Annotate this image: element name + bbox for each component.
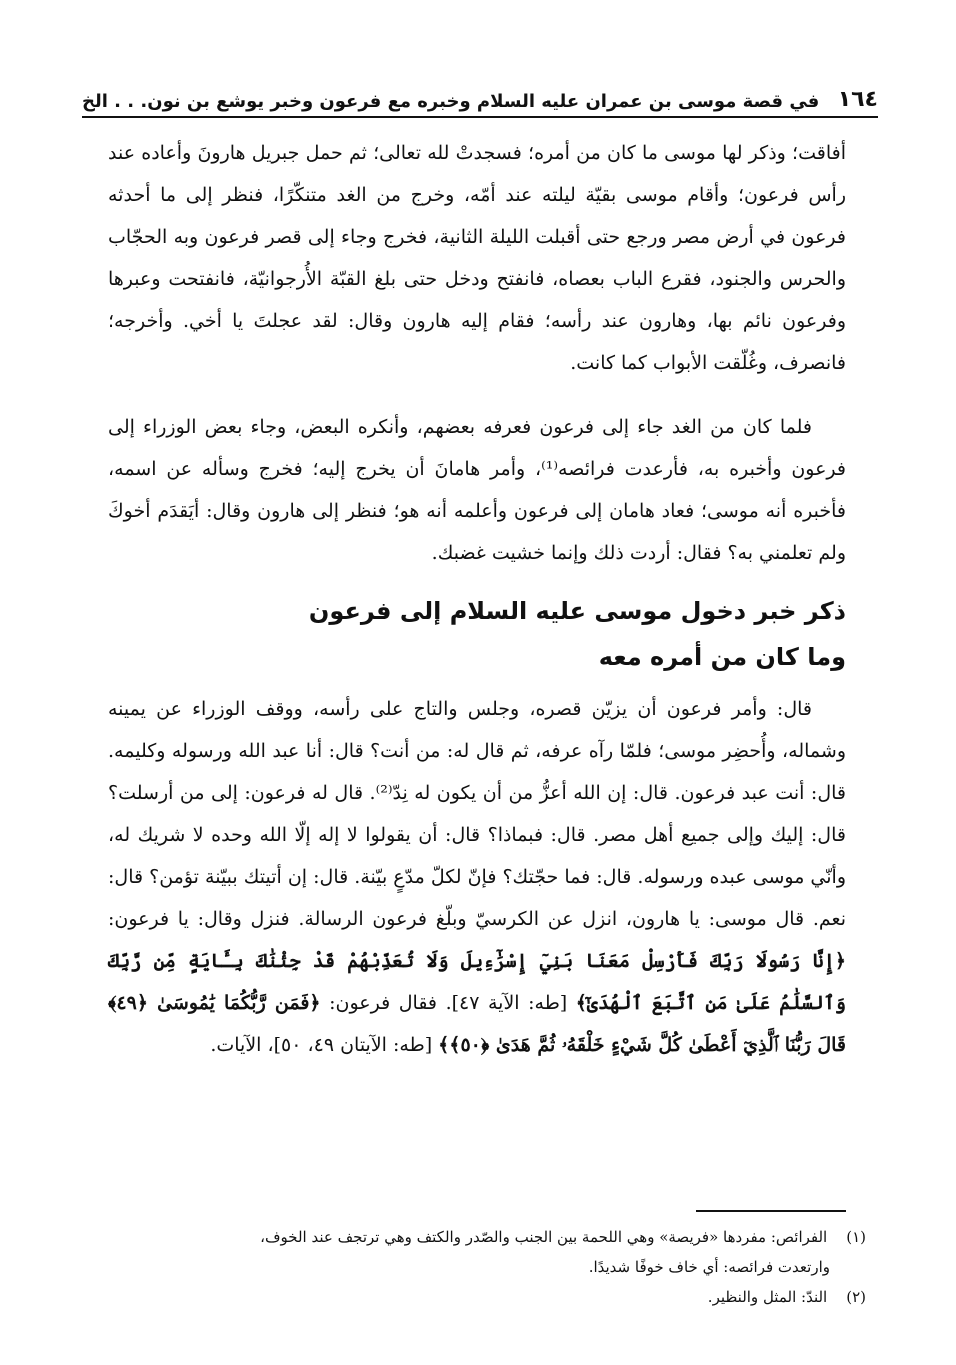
footnote-2-number: (٢) — [846, 1288, 866, 1306]
footnote-1-continuation: وارتعدت فرائصه: أي خاف خوفًا شديدًا. — [588, 1258, 830, 1276]
page-header — [82, 78, 878, 118]
section-heading — [108, 588, 846, 680]
paragraph-gap — [108, 384, 846, 406]
paragraph-3-text-b: فقال فرعون: — [329, 992, 438, 1014]
footnote-2-text: الندّ: المثل والنظير. — [707, 1288, 828, 1306]
paragraph-2: فلما كان من الغد جاء إلى فرعون فعرفه بعضهم، وأنكره البعض، وجاء بعض الوزراء إلى فرعون وأخبره به، فأرعدت فرائصه⁽¹⁾، وأمر هامانَ أن يخرج إليه؛ فخرج وسأله عن اسمه، فأخبره أنه موسى؛ فعاد هامان إلى فرعون وأعلمه أنه هو؛ فنظر إلى هارون وقال: أيَقدَم أخوكَ ولم تعلمني به؟ فقال: أردت ذلك وإنما خشيت غضبك. — [108, 416, 846, 564]
section-heading-line-1: ذكر خبر دخول موسى عليه السلام إلى فرعون — [308, 597, 846, 625]
verse-reference-1: [طه: الآية ٤٧]. — [445, 992, 568, 1014]
quran-verse-2: ﴿فَمَن رَّبُّكُمَا يَٰمُوسَىٰ ﴿٤٩﴾ قَالَ رَبُّنَا ٱلَّذِيٓ أَعْطَىٰ كُلَّ شَيْءٍ خَلْقَهُۥ ثُمَّ هَدَىٰ ﴿٥٠﴾﴾ — [108, 992, 846, 1056]
main-text — [108, 132, 846, 1066]
section-heading-line-2: وما كان من أمره معه — [598, 643, 846, 671]
verse-reference-2: [طه: الآيتان ٤٩، ٥٠]، الآيات. — [210, 1034, 433, 1056]
paragraph-3 — [108, 688, 846, 1066]
running-title: في قصة موسى بن عمران عليه السلام وخبره مع فرعون وخبر يوشع بن نون. . . الخ — [82, 91, 820, 112]
paragraph-3-text-a: قال: وأمر فرعون أن يزيّن قصره، وجلس والتاج على رأسه، ووقف الوزراء عن يمينه وشماله، وأُحضِر موسى؛ فلمّا رآه عرفه، ثم قال له: من أنت؟ قال: أنا عبد الله ورسوله وكليمه. قال: أنت عبد فرعون. قال: إن الله أعزُّ من أن يكون له نِدّ⁽²⁾. قال له فرعون: إلى من أرسلت؟ قال: إليك وإلى جميع أهل مصر. قال: فبماذا؟ قال: أن يقولوا لا إله إلّا الله وحده لا شريك له، وأنّي موسى عبده ورسوله. قال: فما حجّتك؟ فإنّ لكلّ مدّعٍ بيّنة. قال: إن أتيتك ببيّنة تؤمن؟ قال: نعم. قال موسى: يا هارون، انزل عن الكرسيّ وبلّغ فرعون الرسالة. فنزل وقال: يا فرعون: — [108, 698, 846, 930]
footnote-separator — [696, 1210, 846, 1212]
paragraph-1: أفاقت؛ وذكر لها موسى ما كان من أمره؛ فسجدتْ لله تعالى؛ ثم حمل جبريل هارونَ وأعاده عند رأس فرعون؛ وأقام موسى بقيّة ليلته عند أمّه، وخرج من الغد متنكّرًا، فنظر إلى ما أحدثه فرعون في أرض مصر ورجع حتى أقبلت الليلة الثانية، فخرج وجاء إلى قصر فرعون وبه الحجّاب والحرس والجنود، فقرع الباب بعصاه، فانفتح ودخل حتى بلغ القبّة الأُرجوانيّة، فانفتحت وعبرها وفرعون نائم بها، وهارون عند رأسه؛ فقام إليه هارون وقال: لقد عجلتَ يا أخي. وأخرجه؛ فانصرف، وغُلّقت الأبواب كما كانت. — [108, 142, 846, 374]
footnote-1 — [96, 1222, 866, 1252]
quran-verse-1: ﴿إِنَّا رَسُولَا رَبِّكَ فَأَرْسِلْ مَعَنَا بَنِيٓ إِسْرَٰٓءِيلَ وَلَا تُعَذِّبْهُمْ قَدْ جِئْنَٰكَ بِـَٔايَةٍ مِّن رَّبِّكَ وَٱلسَّلَٰمُ عَلَىٰ مَنِ ٱتَّبَعَ ٱلْهُدَىٰٓ﴾ — [108, 950, 847, 1014]
page-number: ١٦٤ — [837, 87, 878, 112]
footnote-2 — [96, 1282, 866, 1312]
footnote-1-number: (١) — [846, 1228, 866, 1246]
footnote-1-text: الفرائص: مفردها «فريصة» وهي اللحمة بين الجنب والصّدر والكتف وهي ترتجف عند الخوف، — [260, 1228, 828, 1246]
footnotes — [96, 1222, 866, 1312]
